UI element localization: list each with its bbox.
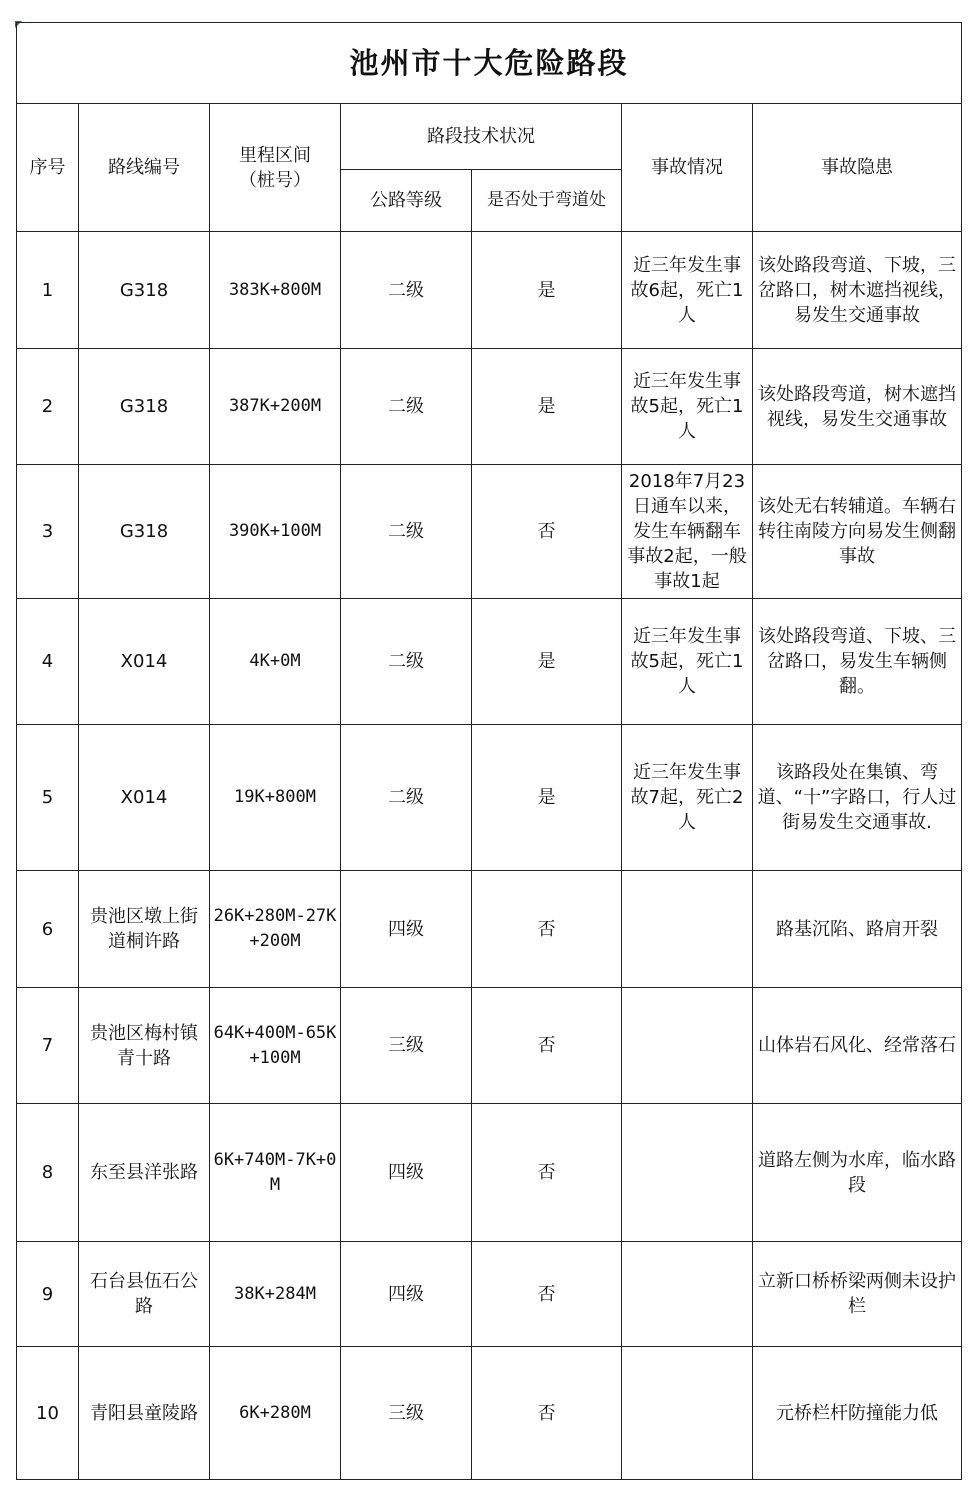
cell-accidents (622, 1104, 753, 1242)
cell-road-grade: 二级 (341, 465, 472, 599)
table-row (17, 232, 962, 349)
table-row (17, 988, 962, 1104)
cell-index: 6 (17, 871, 79, 988)
cell-accidents: 2018年7月23日通车以来，发生车辆翻车事故2起，一般事故1起 (622, 465, 753, 599)
cell-road-grade: 四级 (341, 871, 472, 988)
header-road-grade: 公路等级 (341, 170, 472, 232)
cell-accidents (622, 988, 753, 1104)
cell-mileage: 19K+800M (210, 725, 341, 871)
cell-hazards: 该路段处在集镇、弯道、“十”字路口，行人过街易发生交通事故. (753, 725, 962, 871)
cell-accidents: 近三年发生事故5起，死亡1人 (622, 349, 753, 465)
cell-mileage: 64K+400M-65K+100M (210, 988, 341, 1104)
cell-at-curve: 否 (472, 1347, 622, 1480)
cell-road-grade: 四级 (341, 1104, 472, 1242)
cell-route-code: 贵池区墩上街道桐许路 (79, 871, 210, 988)
cell-accidents: 近三年发生事故7起，死亡2人 (622, 725, 753, 871)
cell-index: 8 (17, 1104, 79, 1242)
cell-hazards: 该处无右转辅道。车辆右转往南陵方向易发生侧翻事故 (753, 465, 962, 599)
cell-accidents (622, 1347, 753, 1480)
cell-at-curve: 否 (472, 988, 622, 1104)
table-row (17, 349, 962, 465)
cell-road-grade: 二级 (341, 232, 472, 349)
header-at-curve: 是否处于弯道处 (472, 170, 622, 232)
table-row (17, 599, 962, 725)
cell-mileage: 387K+200M (210, 349, 341, 465)
cell-mileage: 26K+280M-27K+200M (210, 871, 341, 988)
cell-hazards: 该处路段弯道，树木遮挡视线，易发生交通事故 (753, 349, 962, 465)
cell-hazards: 元桥栏杆防撞能力低 (753, 1347, 962, 1480)
header-route-code: 路线编号 (79, 104, 210, 232)
table-row (17, 465, 962, 599)
cell-route-code: 青阳县童陵路 (79, 1347, 210, 1480)
cell-index: 1 (17, 232, 79, 349)
table-row (17, 871, 962, 988)
cell-route-code: X014 (79, 725, 210, 871)
cell-hazards: 山体岩石风化、经常落石 (753, 988, 962, 1104)
cell-accidents: 近三年发生事故6起，死亡1人 (622, 232, 753, 349)
cell-index: 2 (17, 349, 79, 465)
cell-route-code: G318 (79, 349, 210, 465)
cell-hazards: 该处路段弯道、下坡、三岔路口，易发生车辆侧翻。 (753, 599, 962, 725)
cell-accidents (622, 871, 753, 988)
cell-route-code: 东至县洋张路 (79, 1104, 210, 1242)
header-index: 序号 (17, 104, 79, 232)
table-row (17, 1347, 962, 1480)
cell-mileage: 390K+100M (210, 465, 341, 599)
dangerous-roads-table (16, 22, 962, 1480)
cell-mileage: 383K+800M (210, 232, 341, 349)
cell-hazards: 立新口桥桥梁两侧未设护栏 (753, 1242, 962, 1347)
cell-at-curve: 是 (472, 349, 622, 465)
cell-index: 9 (17, 1242, 79, 1347)
page-title: 池州市十大危险路段 (17, 23, 962, 104)
cell-route-code: 石台县伍石公路 (79, 1242, 210, 1347)
cell-index: 10 (17, 1347, 79, 1480)
header-accidents: 事故情况 (622, 104, 753, 232)
cell-road-grade: 四级 (341, 1242, 472, 1347)
cell-mileage: 38K+284M (210, 1242, 341, 1347)
cell-index: 3 (17, 465, 79, 599)
cell-route-code: 贵池区梅村镇青十路 (79, 988, 210, 1104)
cell-at-curve: 是 (472, 725, 622, 871)
cell-at-curve: 是 (472, 232, 622, 349)
table-row (17, 1104, 962, 1242)
cell-index: 7 (17, 988, 79, 1104)
cell-at-curve: 否 (472, 1242, 622, 1347)
cell-index: 4 (17, 599, 79, 725)
cell-hazards: 道路左侧为水库，临水路段 (753, 1104, 962, 1242)
cell-road-grade: 二级 (341, 599, 472, 725)
cell-hazards: 路基沉陷、路肩开裂 (753, 871, 962, 988)
cell-mileage: 6K+740M-7K+0M (210, 1104, 341, 1242)
cell-at-curve: 否 (472, 1104, 622, 1242)
header-hazards: 事故隐患 (753, 104, 962, 232)
cell-road-grade: 二级 (341, 725, 472, 871)
cell-route-code: X014 (79, 599, 210, 725)
header-mileage: 里程区间（桩号） (210, 104, 341, 232)
cell-mileage: 6K+280M (210, 1347, 341, 1480)
cell-hazards: 该处路段弯道、下坡，三岔路口，树木遮挡视线，易发生交通事故 (753, 232, 962, 349)
cell-mileage: 4K+0M (210, 599, 341, 725)
cell-at-curve: 是 (472, 599, 622, 725)
dangerous-roads-sheet (16, 22, 961, 1480)
cell-accidents (622, 1242, 753, 1347)
table-row (17, 725, 962, 871)
cell-index: 5 (17, 725, 79, 871)
cell-route-code: G318 (79, 232, 210, 349)
cell-route-code: G318 (79, 465, 210, 599)
cell-road-grade: 三级 (341, 1347, 472, 1480)
table-row (17, 1242, 962, 1347)
cell-at-curve: 否 (472, 465, 622, 599)
cell-road-grade: 二级 (341, 349, 472, 465)
cell-at-curve: 否 (472, 871, 622, 988)
cell-road-grade: 三级 (341, 988, 472, 1104)
header-tech-status: 路段技术状况 (341, 104, 622, 170)
cell-accidents: 近三年发生事故5起，死亡1人 (622, 599, 753, 725)
